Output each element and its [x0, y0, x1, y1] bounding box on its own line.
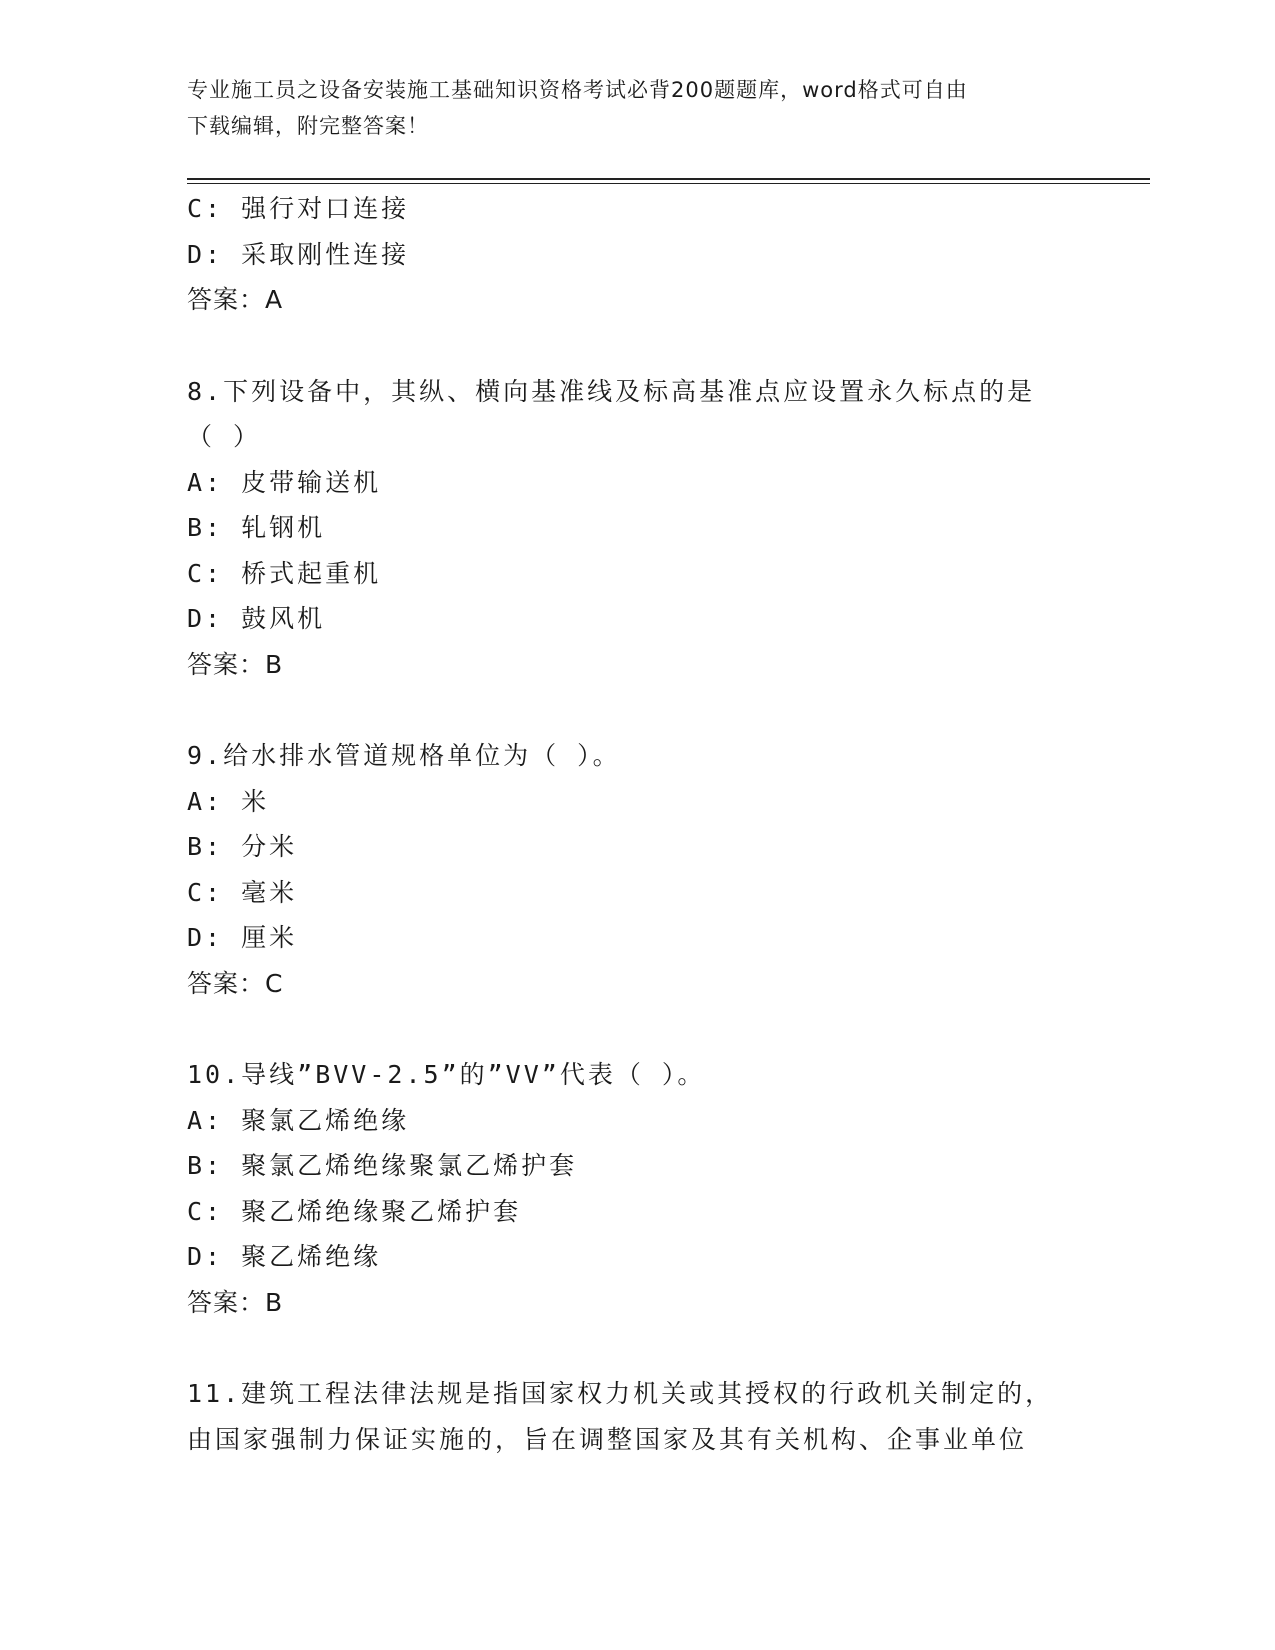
- question-7: [187, 186, 1067, 323]
- option-c: C: 桥式起重机: [187, 558, 382, 588]
- option-c: C: 聚乙烯绝缘聚乙烯护套: [187, 1196, 522, 1226]
- question-8: [187, 369, 1067, 688]
- question-10: [187, 1052, 1067, 1325]
- spacer: [187, 687, 1067, 733]
- option-b: B: 聚氯乙烯绝缘聚氯乙烯护套: [187, 1151, 578, 1180]
- question-list: [187, 186, 1067, 1463]
- question-stem: 9.给水排水管道规格单位为（ ）。: [187, 741, 621, 770]
- answer: 答案：C: [187, 968, 284, 998]
- option-d: D: 采取刚性连接: [187, 239, 410, 269]
- option-b: B: 分米: [187, 832, 298, 861]
- header-divider-thin: [187, 183, 1150, 184]
- option-c: C: 强行对口连接: [187, 194, 410, 223]
- spacer: [187, 323, 1067, 369]
- option-d: D: 厘米: [187, 923, 298, 952]
- question-stem: 11.建筑工程法律法规是指国家权力机关或其授权的行政机关制定的，: [187, 1379, 1054, 1408]
- option-d: D: 鼓风机: [187, 604, 326, 633]
- spacer: [187, 1325, 1067, 1371]
- option-a: A: 皮带输送机: [187, 467, 382, 497]
- answer: 答案：A: [187, 285, 284, 314]
- option-a: A: 聚氯乙烯绝缘: [187, 1105, 410, 1135]
- option-b: B: 轧钢机: [187, 513, 326, 542]
- header-line-1: 专业施工员之设备安装施工基础知识资格考试必背200题题库，word格式可自由: [187, 78, 968, 102]
- question-stem-continued: 由国家强制力保证实施的，旨在调整国家及其有关机构、企事业单位: [187, 1425, 1028, 1454]
- question-stem: 10.导线”BVV-2.5”的”VV”代表（ ）。: [187, 1060, 706, 1089]
- option-a: A: 米: [187, 786, 270, 816]
- question-9: [187, 733, 1067, 1006]
- spacer: [187, 1006, 1067, 1052]
- question-11: [187, 1371, 1067, 1463]
- answer: 答案：B: [187, 649, 284, 679]
- header-line-2: 下载编辑，附完整答案！: [187, 114, 429, 138]
- page-header: [187, 72, 1067, 144]
- header-divider-thick: [187, 178, 1150, 180]
- option-c: C: 毫米: [187, 877, 298, 907]
- question-stem-continued: （ ）: [187, 422, 262, 451]
- question-stem: 8.下列设备中，其纵、横向基准线及标高基准点应设置永久标点的是: [187, 376, 1036, 406]
- answer: 答案：B: [187, 1287, 284, 1317]
- option-d: D: 聚乙烯绝缘: [187, 1242, 382, 1271]
